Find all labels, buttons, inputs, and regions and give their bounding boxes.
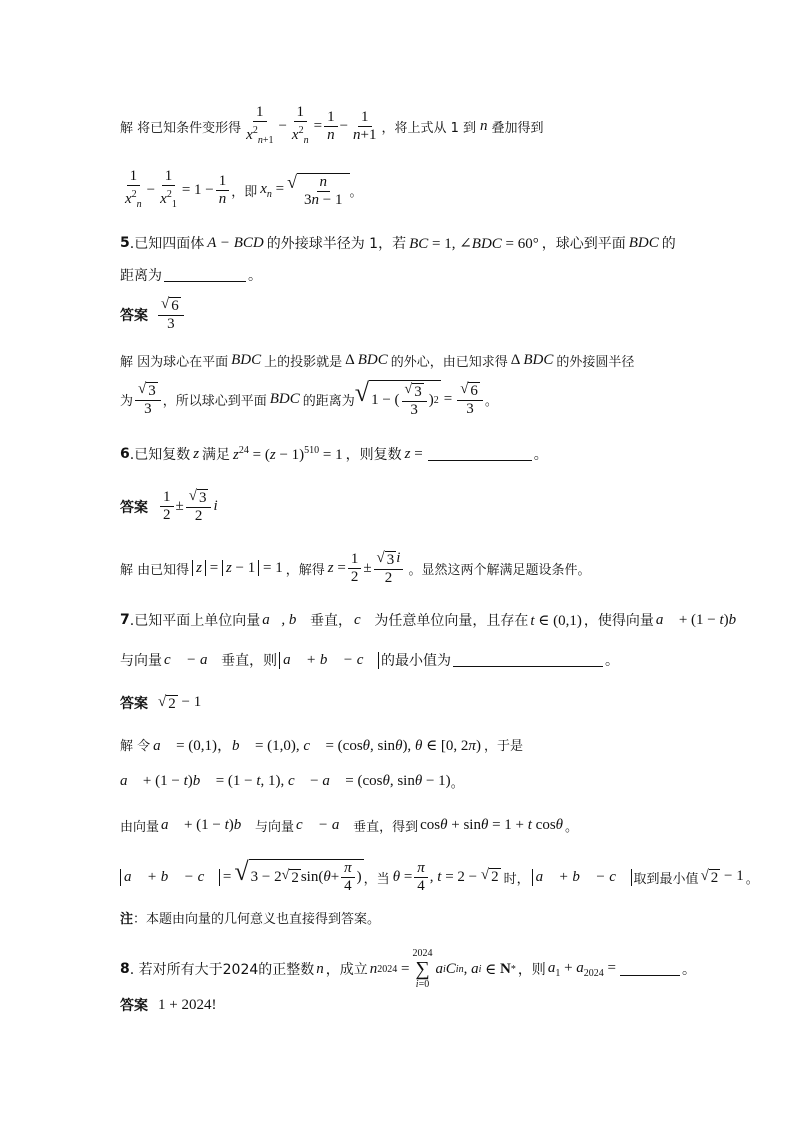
p5-question-line-2 — [120, 265, 262, 285]
p8-answer-blank — [620, 963, 680, 976]
p4-solution-line-2: $\frac{1}{x^2_n}$ − $\frac{1}{x^2_1}$ = 1 − $\frac{1}{n}$ ，即 $x_n$ = √ $\frac{n}{3n - 1}$ 。 — [120, 168, 363, 213]
p7-solution-line-3: 由向量 a⃗ + (1 − t)b⃗ 与向量 c⃗ − a⃗ 垂直，得到 cosθ + sinθ = 1 + t cosθ 。 — [120, 817, 579, 835]
p5-q-b: 的外接球半径为 1，若 — [266, 236, 407, 252]
p6-answer-label: 答案 — [120, 499, 148, 516]
p8-number: 8 — [120, 961, 130, 977]
p4-solution-mid: ，将上式从 1 到 — [381, 121, 477, 136]
p5-answer-blank — [164, 269, 246, 282]
p5-answer-value: √ 6 3 — [158, 296, 184, 333]
p8-q-b: ，成立 — [325, 962, 368, 978]
p8-answer-value: 1 + 2024! — [158, 996, 217, 1013]
p7-sol2-end: 。 — [450, 776, 464, 791]
p8-q-a: . 若对所有大于2024的正整数 — [129, 962, 315, 978]
p6-q-b: 满足 — [202, 447, 231, 463]
p7-q-b: 垂直， — [310, 613, 353, 629]
p6-sol-a: 解 由已知得 — [120, 563, 190, 578]
p4-frac-1-over-n1: $\frac{1}{n+1}$ — [353, 109, 377, 143]
p4-frac-1-over-n: $\frac{1}{n}$ — [324, 109, 338, 144]
p5-sol-a: 解 因为球心在平面 — [120, 355, 229, 370]
p6-sol-c: 。显然这两个解满足题设条件。 — [408, 563, 591, 578]
p5-sol-b: 上的投影就是 — [264, 355, 343, 370]
p6-q-c: ，则复数 — [345, 447, 402, 463]
p7-solution-line-4: a⃗ + b⃗ − c⃗ = √ 3 − 2 √ 2 sin( θ + $\frac{\pi}{4}$ ) ，当 θ = $\frac{\pi}{4}$ , t = 2 − √ 2 时， a⃗ + b⃗ − c⃗ 取到最小值 √ 2 − 1 。 — [120, 859, 759, 895]
p6-answer-blank — [428, 448, 532, 461]
p7-note-text: ：本题由向量的几何意义也直接得到答案。 — [133, 912, 381, 927]
p7-answer-blank — [453, 654, 603, 667]
p6-question: 6 .已知复数 z 满足 $z^{24} = (z - 1)^{510} = 1$ ，则复数 z = 。 — [120, 444, 548, 463]
p7-q-c: 为任意单位向量，且存在 — [374, 613, 529, 629]
p5-sol2-c: 的距离为 — [302, 394, 355, 409]
p7-sqrt-expression: √ 3 − 2 √ 2 sin( θ + $\frac{\pi}{4}$ ) — [234, 857, 362, 894]
p7-sol3-b: 与向量 — [254, 820, 294, 835]
p5-sol2-d: 。 — [484, 394, 498, 409]
p7-sol4-b: 时， — [503, 871, 530, 887]
p5-solution-line-2: 为 √ 3 3 ，所以球心到平面 BDC 的距离为 √ 1 − ( √ 3 3 ) 2 = √ 6 3 。 — [120, 378, 498, 418]
p7-q2-b: 垂直，则 — [221, 653, 278, 669]
p5-solution-line-1: 解 因为球心在平面 BDC 上的投影就是 Δ BDC 的外心，由已知求得 Δ BDC 的外接圆半径 — [120, 352, 635, 370]
p6-number: 6 — [120, 446, 130, 462]
p5-sqrt-distance: √ 1 − ( √ 3 3 ) 2 — [354, 378, 439, 418]
p7-sol-b: ，于是 — [483, 739, 523, 754]
p6-answer — [120, 488, 218, 525]
p7-number: 7 — [120, 612, 130, 628]
p7-q2-a: 与向量 — [120, 653, 162, 669]
p4-solution-line-1: 解 将已知条件变形得 $\frac{1}{x^2_{n+1}}$ − $\frac{1}{x^2_n}$ = $\frac{1}{n}$ − $\frac{1}{n+1}$ ，将上式从 1 到 n 叠加得到 — [120, 104, 544, 149]
p4-sqrt-result: √ $\frac{n}{3n - 1}$ — [287, 173, 349, 209]
p8-q-d: 。 — [682, 962, 696, 978]
p6-q-d: 。 — [533, 447, 548, 463]
p5-sol-c: 的外心，由已知求得 — [390, 355, 508, 370]
p8-q-c: ，则 — [517, 962, 546, 978]
p5-sol2-b: ，所以球心到平面 — [162, 394, 267, 409]
p7-question-line-1: 7 .已知平面上单位向量 a⃗, b⃗ 垂直， c⃗ 为任意单位向量，且存在 t ∈ (0,1) ，使得向量 a⃗ + (1 − t)b⃗ — [120, 611, 748, 629]
p7-q2-d: 。 — [605, 653, 620, 669]
p4-frac-1-over-xn-sq-b: $\frac{1}{x^2_n}$ — [125, 168, 142, 210]
p7-answer — [120, 693, 201, 713]
p4-frac-1-over-x1-sq: $\frac{1}{x^2_1}$ — [160, 168, 177, 210]
p4-line2-end: 。 — [349, 185, 363, 200]
p7-solution-line-2: a⃗ + (1 − t)b⃗ = (1 − t, 1), c⃗ − a⃗ = (cosθ, sinθ − 1) 。 — [120, 773, 464, 791]
p5-q-f: 。 — [248, 268, 262, 284]
p4-frac-1-over-xn1-sq: $\frac{1}{x^2_{n+1}}$ — [246, 104, 274, 146]
p6-q-a: .已知复数 — [129, 447, 191, 463]
p7-q-d: ，使得向量 — [583, 613, 654, 629]
p5-q-a: .已知四面体 — [129, 236, 205, 252]
p8-answer-label: 答案 — [120, 998, 148, 1014]
p4-solution-prefix: 解 将已知条件变形得 — [120, 121, 242, 136]
p7-sol3-c: 垂直，得到 — [353, 820, 419, 835]
p5-frac-sqrt3-over-3: √ 3 3 — [135, 381, 161, 418]
p4-frac-1-over-n-b: $\frac{1}{n}$ — [216, 173, 230, 208]
p7-sol3-d: 。 — [565, 820, 579, 835]
p5-question-line-1: 5 .已知四面体 A − BCD 的外接球半径为 1，若 BC = 1, ∠BDC = 60° ，球心到平面 BDC 的 — [120, 234, 676, 252]
p7-q2-c: 的最小值为 — [381, 653, 452, 669]
p5-answer — [120, 296, 186, 333]
p6-solution: 解 由已知得 z = z − 1 = 1 ，解得 z = $\frac{1}{2}$ ± √ 3 i 2 。显然这两个解满足题设条件。 — [120, 550, 591, 586]
p5-answer-label: 答案 — [120, 307, 148, 324]
p8-question: 8 . 若对所有大于2024的正整数 n ，成立 n 2024 = 2024 ∑ i=0 a i C i n , a i ∈ N * ，则 $a_1 + a_{2024}$ = 。 — [120, 948, 696, 990]
p5-q-c: ，球心到平面 — [541, 236, 626, 252]
p5-q-e: 距离为 — [120, 268, 162, 284]
p5-frac-sqrt6-over-3: √ 6 3 — [457, 381, 483, 418]
p5-sol-d: 的外接圆半径 — [556, 355, 635, 370]
p5-q-d: 的 — [661, 236, 676, 252]
p7-sol4-d: 。 — [745, 871, 759, 887]
p7-answer-label: 答案 — [120, 696, 148, 712]
p6-sol-b: ，解得 — [285, 563, 325, 578]
p7-note-label: 注 — [120, 912, 134, 927]
p7-sol3-a: 由向量 — [120, 820, 160, 835]
p7-sol4-a: ，当 — [363, 871, 390, 887]
p6-answer-value: $\frac{1}{2}$ ± √ 3 2 i — [158, 488, 218, 525]
p4-solution-end: 叠加得到 — [491, 121, 544, 136]
p7-answer-value: √ 2 − 1 — [158, 693, 202, 712]
p7-sol-a: 解 令 — [120, 739, 151, 754]
p8-answer — [120, 995, 216, 1015]
p7-question-line-2: 与向量 c⃗ − a⃗ 垂直，则 a⃗ + b⃗ − c⃗ 的最小值为 。 — [120, 651, 620, 669]
p7-sol4-c: 取到最小值 — [633, 871, 699, 887]
p5-number: 5 — [120, 235, 130, 251]
p7-q-a: .已知平面上单位向量 — [129, 613, 261, 629]
p4-line2-mid: ，即 — [231, 185, 258, 200]
p7-note — [120, 908, 380, 927]
p4-frac-1-over-xn-sq: $\frac{1}{x^2_n}$ — [291, 104, 309, 146]
p5-sol2-a: 为 — [120, 394, 134, 409]
p7-solution-line-1: 解 令 a⃗ = (0,1)，b⃗ = (1,0), c⃗ = (cosθ, sinθ), θ ∈ [0, 2π) ，于是 — [120, 734, 523, 755]
